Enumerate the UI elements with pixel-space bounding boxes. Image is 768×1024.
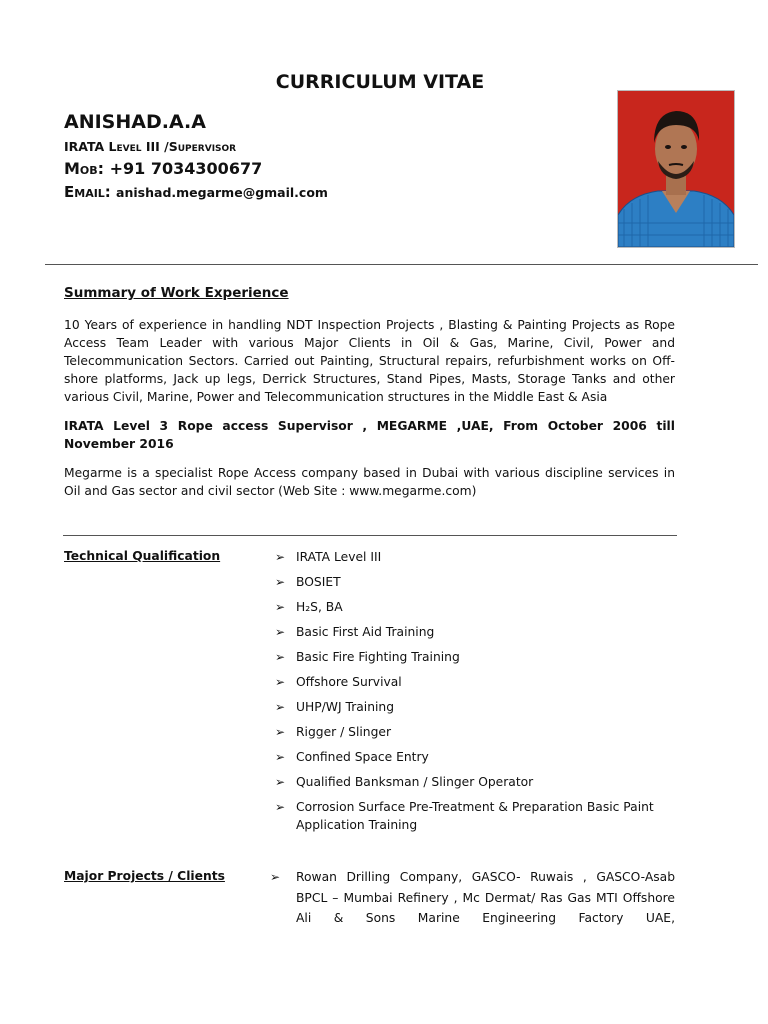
arrow-bullet-icon: ➢ <box>275 575 286 589</box>
list-item-text: Qualified Banksman / Slinger Operator <box>296 775 534 789</box>
list-item-text: Basic First Aid Training <box>296 625 435 639</box>
list-item <box>275 773 675 798</box>
document-title: CURRICULUM VITAE <box>275 71 485 93</box>
email-line <box>64 183 328 201</box>
company-description: Megarme is a specialist Rope Access company based in Dubai with various discipline services in Oil and Gas sector and civil sector (Web Site : www.megarme.com) <box>64 466 675 498</box>
summary-heading: Summary of Work Experience <box>64 285 289 301</box>
arrow-bullet-icon: ➢ <box>275 700 286 714</box>
major-projects-label: Major Projects / Clients <box>64 869 225 883</box>
profile-photo <box>617 90 735 248</box>
arrow-bullet-icon: ➢ <box>270 870 281 884</box>
list-item <box>275 598 675 623</box>
list-item-text: IRATA Level III <box>296 550 382 564</box>
projects-entry <box>270 867 675 929</box>
arrow-bullet-icon: ➢ <box>275 675 286 689</box>
candidate-role: IRATA Level III /Supervisor <box>64 139 237 154</box>
arrow-bullet-icon: ➢ <box>275 650 286 664</box>
mobile-line <box>64 159 262 178</box>
technical-qualification-label: Technical Qualification <box>64 549 221 563</box>
list-item-text: H₂S, BA <box>296 600 343 614</box>
list-item <box>275 548 675 573</box>
email-label: Email: <box>64 183 111 201</box>
list-item <box>275 573 675 598</box>
list-item-text: Confined Space Entry <box>296 750 429 764</box>
section-divider <box>63 535 677 536</box>
list-item <box>275 623 675 648</box>
arrow-bullet-icon: ➢ <box>275 800 286 814</box>
list-item-text: Rigger / Slinger <box>296 725 392 739</box>
arrow-bullet-icon: ➢ <box>275 725 286 739</box>
list-item <box>275 673 675 698</box>
list-item <box>275 648 675 673</box>
list-item <box>275 698 675 723</box>
header-divider <box>45 264 758 265</box>
list-item-text: UHP/WJ Training <box>296 700 395 714</box>
list-item <box>275 723 675 748</box>
list-item-text: BOSIET <box>296 575 341 589</box>
summary-paragraph: 10 Years of experience in handling NDT Inspection Projects , Blasting & Painting Projects as Rope Access Team Leader with various Major Clients in Oil & Gas, Marine, Civil, Power and Telecommunication Sectors. Carried out Painting, Structural repairs, refurbishment works on Off-shore platforms, Jack up legs, Derrick Structures, Stand Pipes, Masts, Storage Tanks and other various Civil, Marine, Power and Telecommunication structures in the Middle East & Asia <box>64 318 675 404</box>
list-item-text: Basic Fire Fighting Training <box>296 650 460 664</box>
list-item-text: Corrosion Surface Pre-Treatment & Preparation Basic Paint Application Training <box>296 800 654 832</box>
projects-text: Rowan Drilling Company, GASCO- Ruwais , GASCO-Asab BPCL – Mumbai Refinery , Mc Dermat/ Ras Gas MTI Offshore Ali & Sons Marine Engineering Factory UAE, <box>296 870 675 925</box>
email-address: anishad.megarme@gmail.com <box>116 185 328 200</box>
list-item <box>275 748 675 773</box>
arrow-bullet-icon: ➢ <box>275 775 286 789</box>
mobile-number: +91 7034300677 <box>109 159 263 178</box>
profile-photo-image <box>618 91 734 247</box>
arrow-bullet-icon: ➢ <box>275 750 286 764</box>
arrow-bullet-icon: ➢ <box>275 600 286 614</box>
candidate-name: ANISHAD.A.A <box>64 111 206 133</box>
qualification-list <box>275 548 675 834</box>
arrow-bullet-icon: ➢ <box>275 625 286 639</box>
arrow-bullet-icon: ➢ <box>275 550 286 564</box>
mobile-label: Mob: <box>64 159 105 178</box>
list-item <box>275 798 675 834</box>
list-item-text: Offshore Survival <box>296 675 402 689</box>
current-position: IRATA Level 3 Rope access Supervisor , MEGARME ,UAE, From October 2006 till November 2016 <box>64 419 675 451</box>
